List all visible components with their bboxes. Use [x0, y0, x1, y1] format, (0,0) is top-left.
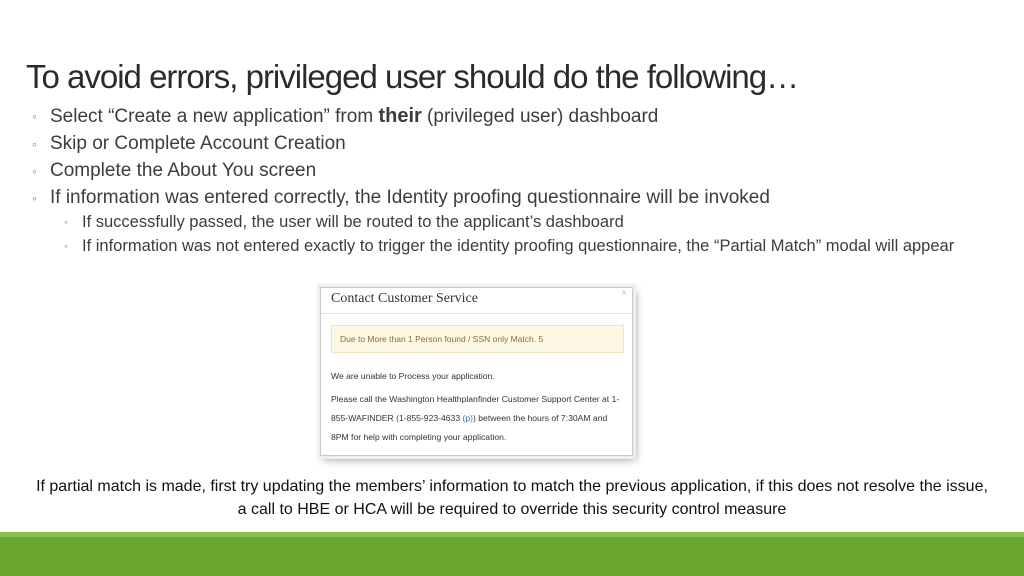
modal-divider: [321, 313, 632, 314]
contact-customer-service-modal: [320, 287, 633, 456]
bullet-item: [32, 132, 1002, 156]
bullet-text: Complete the About You screen: [50, 160, 317, 181]
bullet-text: Skip or Complete Account Creation: [50, 133, 346, 154]
footer-note: If partial match is made, first try updating the members’ information to match the previous application, if this does not resolve the issue, a call to HBE or HCA will be required to override this security control measure: [36, 478, 988, 518]
bullet-text: (privileged user) dashboard: [421, 106, 659, 127]
bullet-marker-icon: ◦: [64, 239, 69, 253]
contact-text: ) between the hours of 7:30AM and 8PM for help with completing your application.: [331, 413, 608, 442]
sub-bullet-text: If successfully passed, the user will be routed to the applicant’s dashboard: [82, 213, 624, 231]
bullet-item: [32, 186, 1002, 210]
modal-title: Contact Customer Service: [331, 291, 478, 306]
bullet-marker-icon: ◦: [32, 190, 37, 206]
bullet-marker-icon: ◦: [32, 108, 37, 124]
bullet-item: [32, 159, 1002, 183]
bullet-text: Select “Create a new application” from: [50, 106, 379, 127]
bullet-marker-icon: ◦: [32, 136, 37, 152]
sub-bullet-item: [32, 214, 1002, 231]
contact-text: Please call the Washington Healthplanfinder Customer Support Center at 1-855-WAFINDER (1-855-923-4633: [331, 394, 620, 423]
sub-bullet-item: [32, 238, 1002, 255]
bullet-emphasis: their: [378, 105, 422, 127]
bullet-list: [32, 104, 1002, 262]
phone-link[interactable]: (p): [462, 413, 474, 423]
bullet-item: [32, 104, 1002, 129]
warning-alert: Due to More than 1 Person found / SSN only Match. 5: [331, 325, 624, 353]
bullet-marker-icon: ◦: [32, 163, 37, 179]
slide-title: To avoid errors, privileged user should do the following…: [26, 58, 799, 95]
modal-message: We are unable to Process your application.: [331, 371, 495, 381]
bullet-marker-icon: ◦: [64, 215, 69, 229]
footer-band: [0, 537, 1024, 576]
close-icon[interactable]: ×: [621, 288, 627, 299]
bullet-text: If information was entered correctly, the Identity proofing questionnaire will be invoked: [50, 187, 770, 208]
sub-bullet-text: If information was not entered exactly to trigger the identity proofing questionnaire, the “Partial Match” modal will appear: [82, 237, 955, 255]
modal-contact-message: [331, 390, 626, 447]
